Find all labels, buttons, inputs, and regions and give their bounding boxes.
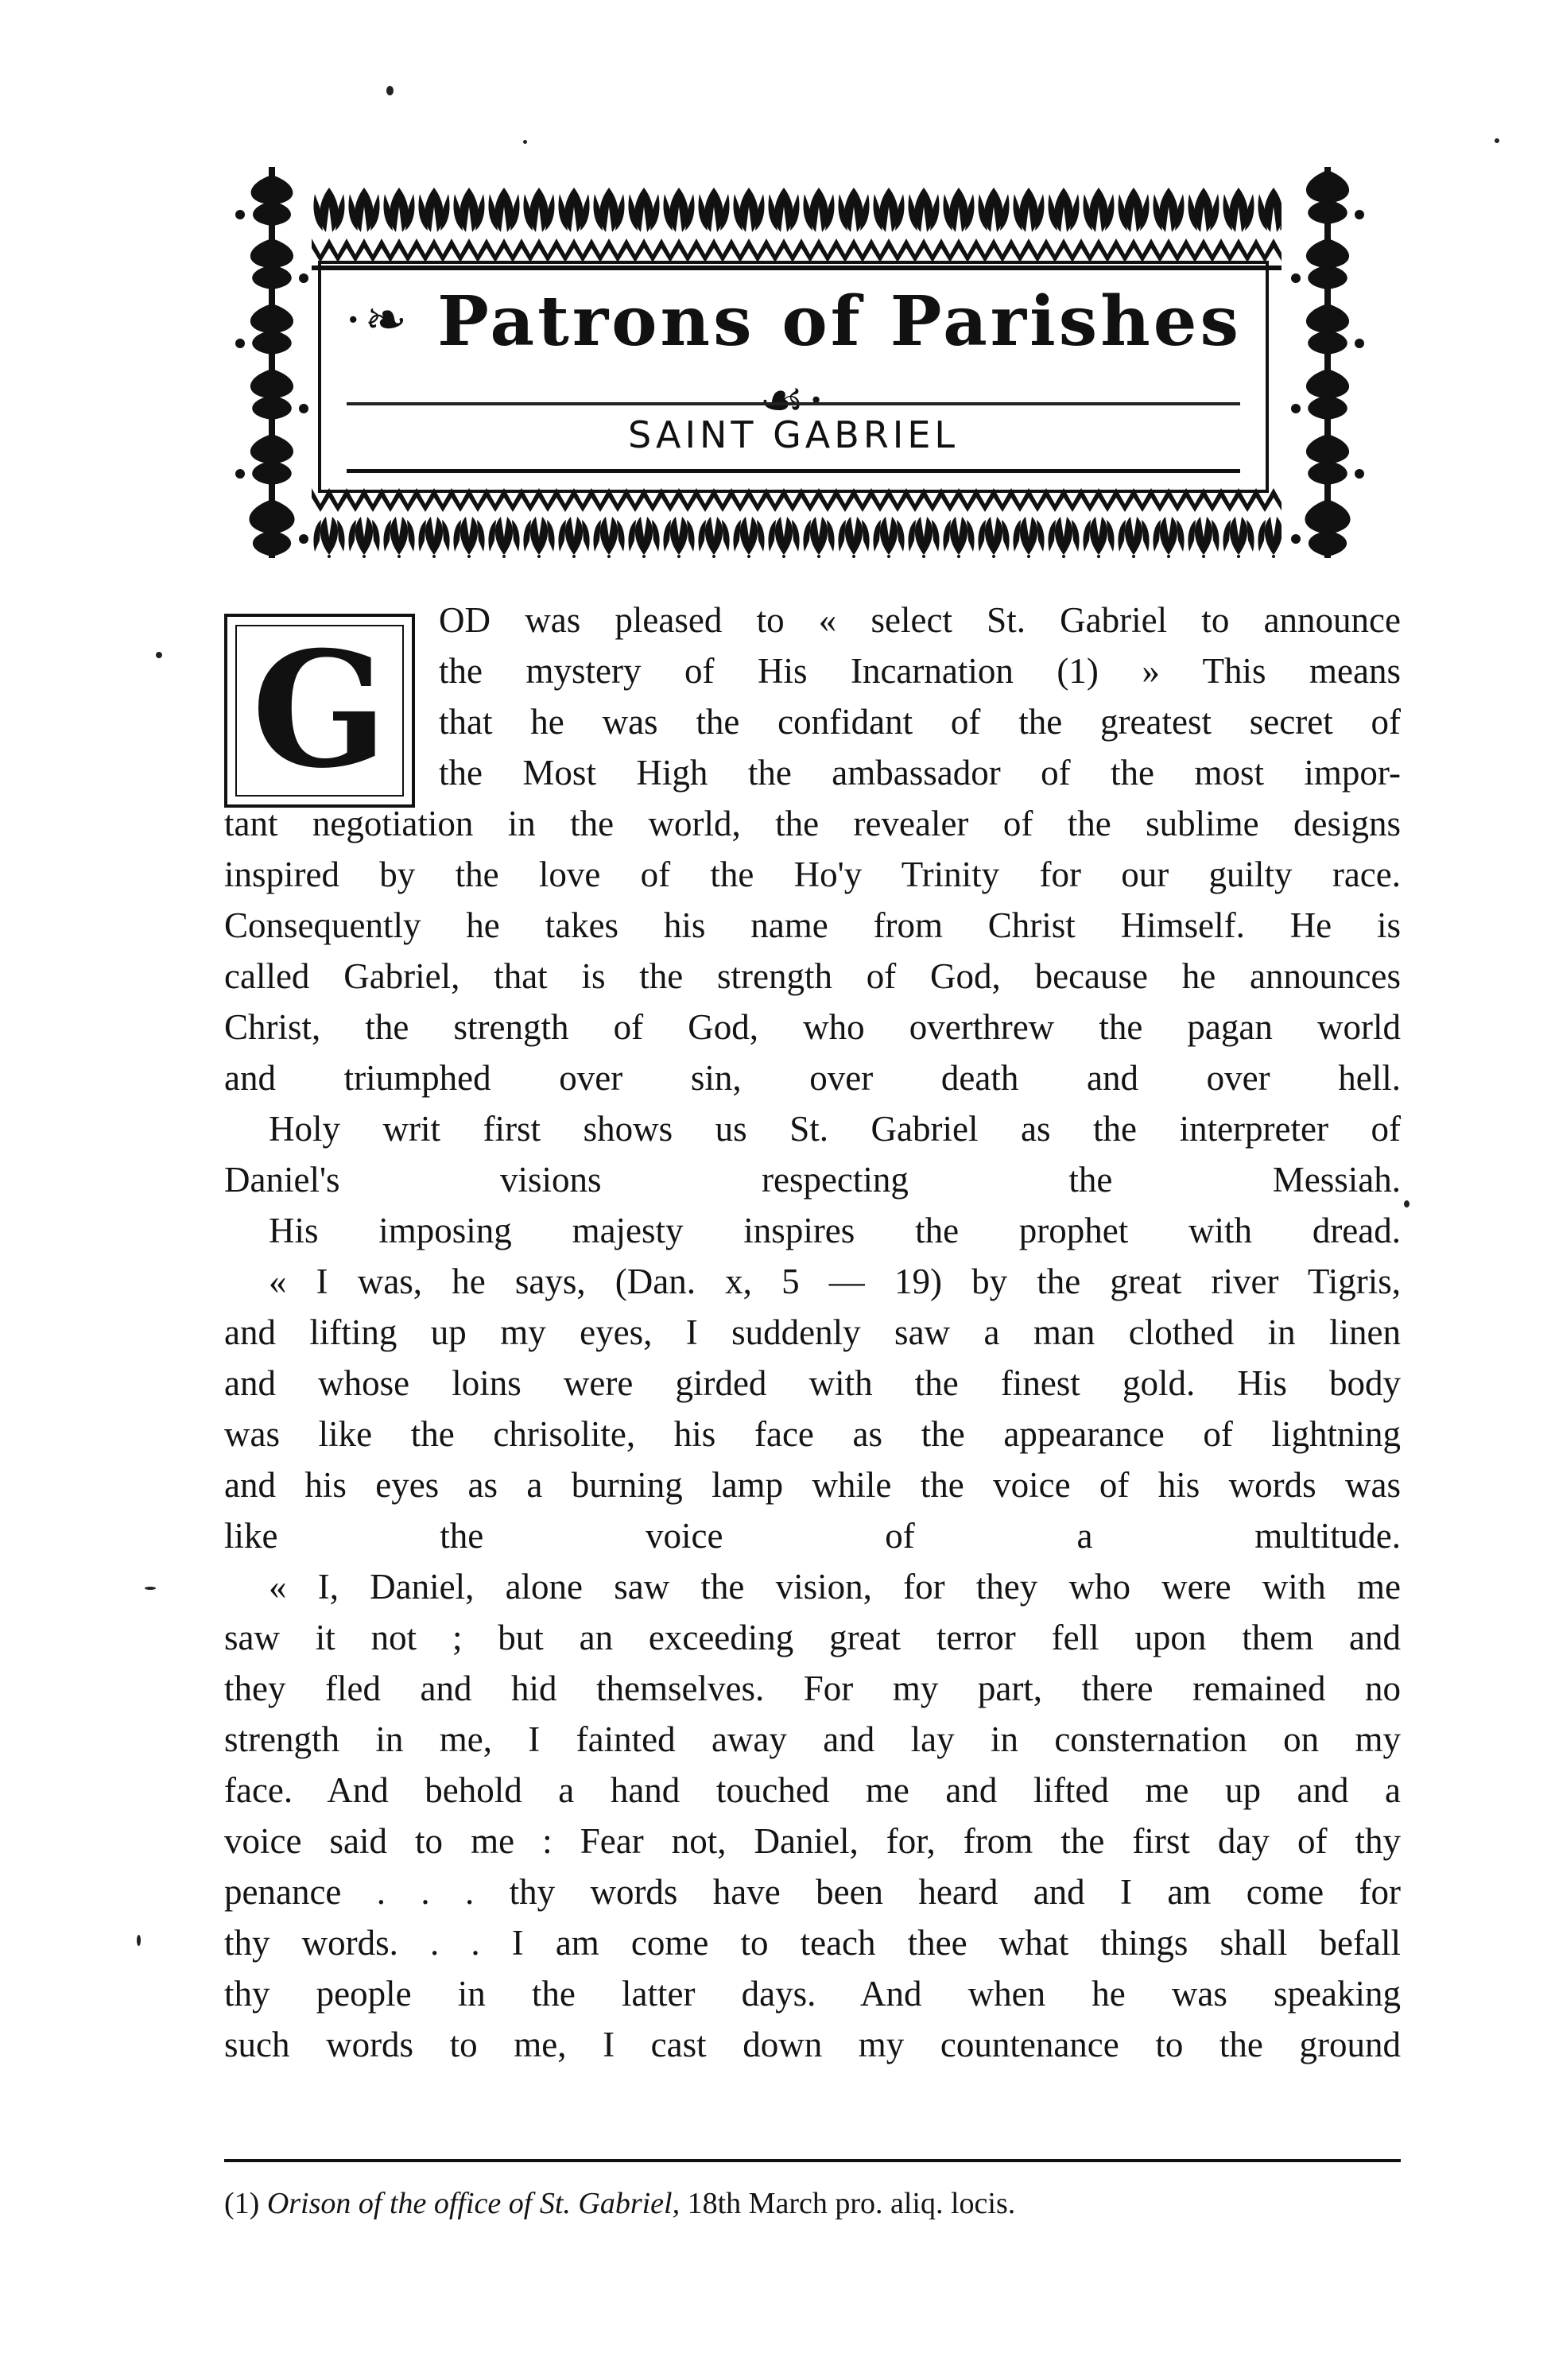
- footnote-marker: (1): [224, 2187, 260, 2220]
- text-line: thy words. . . I am come to teach thee what things shall befall: [224, 1923, 1401, 1963]
- scan-speck: [386, 86, 394, 95]
- top-leaf-border: [312, 183, 1282, 270]
- footnote-source: Orison of the office of St. Gabriel,: [266, 2187, 681, 2220]
- text-line: the mystery of His Incarnation (1) » This means: [439, 651, 1401, 691]
- bottom-leaf-border: [312, 485, 1282, 558]
- text-line: and triumphed over sin, over death and over hell.: [224, 1058, 1401, 1098]
- text-line: was like the chrisolite, his face as the appearance of lightning: [224, 1414, 1401, 1454]
- subtitle-divider: [347, 469, 1240, 473]
- text-line: such words to me, I cast down my countenance to the ground: [224, 2025, 1401, 2064]
- paragraph-5: [224, 1561, 1401, 2070]
- text-line: thy people in the latter days. And when he was speaking: [224, 1974, 1401, 2014]
- text-line: Consequently he takes his name from Christ Himself. He is: [224, 905, 1401, 945]
- text-line: « I was, he says, (Dan. x, 5 — 19) by the great river Tigris,: [269, 1262, 1401, 1301]
- text-line: inspired by the love of the Ho'y Trinity for our guilty race.: [224, 855, 1401, 894]
- text-line: tant negotiation in the world, the revealer of the sublime designs: [224, 804, 1401, 843]
- scan-speck: [1495, 138, 1499, 143]
- footnote-detail: 18th March pro. aliq. locis.: [687, 2187, 1016, 2220]
- title-frame: [318, 261, 1269, 493]
- text-line: and whose loins were girded with the finest gold. His body: [224, 1363, 1401, 1403]
- scan-speck: [137, 1935, 141, 1946]
- right-vine-ornament: [1288, 167, 1367, 558]
- text-line: Christ, the strength of God, who overthrew the pagan world: [224, 1007, 1401, 1047]
- text-line: voice said to me : Fear not, Daniel, for, from the first day of thy: [224, 1821, 1401, 1861]
- text-line: that he was the confidant of the greatest secret of: [439, 702, 1401, 742]
- text-line: penance . . . thy words have been heard and I am come for: [224, 1872, 1401, 1912]
- scan-speck: [523, 140, 527, 144]
- text-line: face. And behold a hand touched me and lifted me up and a: [224, 1770, 1401, 1810]
- text-line: Holy writ first shows us St. Gabriel as the interpreter of: [269, 1109, 1401, 1149]
- saint-name-heading: SAINT GABRIEL: [627, 413, 960, 456]
- title-right-ornament: ☙·: [759, 371, 828, 430]
- paragraph-4: [224, 1256, 1401, 1561]
- scan-speck: [1404, 1200, 1409, 1207]
- article-body: [224, 595, 1401, 2070]
- text-line: OD was pleased to « select St. Gabriel to announce: [439, 600, 1401, 640]
- text-line: and his eyes as a burning lamp while the voice of his words was: [224, 1465, 1401, 1505]
- title-left-ornament: ·❧: [345, 291, 411, 350]
- scan-speck: [156, 652, 162, 658]
- footnote: [224, 2186, 1401, 2221]
- paragraph-3: [224, 1205, 1401, 1256]
- text-line: « I, Daniel, alone saw the vision, for they who were with me: [269, 1567, 1401, 1607]
- text-line: they fled and hid themselves. For my part, there remained no: [224, 1669, 1401, 1708]
- left-vine-ornament: [232, 167, 312, 558]
- paragraph-2: [224, 1103, 1401, 1205]
- page-header: [232, 167, 1367, 558]
- text-line: like the voice of a multitude.: [224, 1516, 1401, 1556]
- text-line: the Most High the ambassador of the most impor-: [439, 753, 1401, 793]
- text-line: called Gabriel, that is the strength of God, because he announces: [224, 956, 1401, 996]
- footnote-rule: [224, 2159, 1401, 2162]
- title-divider: [347, 402, 1240, 405]
- text-line: saw it not ; but an exceeding great terror fell upon them and: [224, 1618, 1401, 1657]
- text-line: and lifting up my eyes, I suddenly saw a man clothed in linen: [224, 1312, 1401, 1352]
- text-line: His imposing majesty inspires the prophet with dread.: [269, 1211, 1401, 1250]
- paragraph-1: [224, 595, 1401, 1103]
- text-line: strength in me, I fainted away and lay in consternation on my: [224, 1719, 1401, 1759]
- scan-speck: [145, 1587, 156, 1590]
- title-text: Patrons of Parishes: [437, 281, 1242, 362]
- decorated-initial-letter: G: [251, 617, 388, 804]
- text-line: Daniel's visions respecting the Messiah.: [224, 1160, 1401, 1200]
